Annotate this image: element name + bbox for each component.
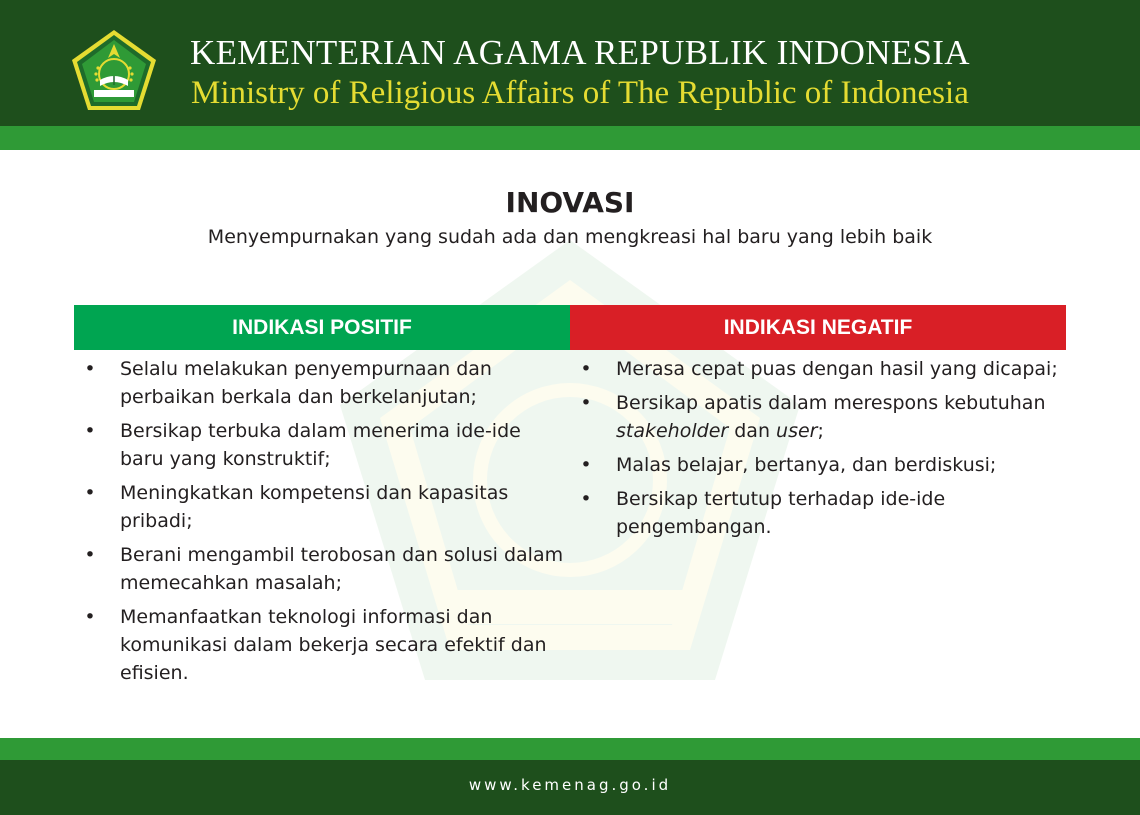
list-item — [578, 451, 1066, 479]
positive-indication-list — [82, 355, 570, 693]
list-item — [578, 355, 1066, 383]
list-item — [82, 603, 570, 687]
footer-website-link[interactable]: www.kemenag.go.id — [468, 776, 672, 794]
negative-indication-header: INDIKASI NEGATIF — [570, 305, 1066, 350]
italic-term: stakeholder — [616, 420, 729, 442]
italic-term: user — [776, 420, 818, 442]
bullet-icon: • — [84, 358, 96, 380]
negative-indication-list — [578, 355, 1066, 547]
bullet-icon: • — [580, 358, 592, 380]
text-segment: dan — [728, 420, 777, 442]
list-item-text: Memanfaatkan teknologi informasi dan komunikasi dalam bekerja secara efektif dan efisien. — [120, 606, 547, 684]
positive-indication-header: INDIKASI POSITIF — [74, 305, 570, 350]
list-item-text — [616, 454, 996, 476]
ministry-title-en: Ministry of Religious Affairs of The Republic of Indonesia — [191, 75, 969, 111]
bullet-icon: • — [580, 488, 592, 510]
bullet-icon: • — [84, 544, 96, 566]
list-item — [82, 417, 570, 473]
text-segment: Bersikap tertutup terhadap ide-ide pengembangan. — [616, 488, 946, 538]
list-item-text — [616, 358, 1058, 380]
page-subtitle: Menyempurnakan yang sudah ada dan mengkreasi hal baru yang lebih baik — [207, 226, 933, 248]
kemenag-emblem-icon — [70, 28, 158, 112]
bullet-icon: • — [84, 606, 96, 628]
page-title: INOVASI — [505, 186, 635, 219]
list-item — [82, 355, 570, 411]
text-segment: Merasa cepat puas dengan hasil yang dicapai; — [616, 358, 1058, 380]
list-item-text — [616, 488, 945, 538]
list-item-text: Selalu melakukan penyempurnaan dan perbaikan berkala dan berkelanjutan; — [120, 358, 492, 408]
bullet-icon: • — [580, 392, 592, 414]
text-segment: Malas belajar, bertanya, dan berdiskusi; — [616, 454, 997, 476]
bullet-icon: • — [84, 482, 96, 504]
bullet-icon: • — [580, 454, 592, 476]
list-item — [82, 479, 570, 535]
text-segment: Bersikap apatis dalam merespons kebutuhan — [616, 392, 1046, 414]
ministry-title-id: KEMENTERIAN AGAMA REPUBLIK INDONESIA — [190, 33, 970, 72]
text-segment: ; — [817, 420, 824, 442]
list-item — [578, 485, 1066, 541]
list-item-text: Meningkatkan kompetensi dan kapasitas pribadi; — [120, 482, 509, 532]
header-stripe — [0, 126, 1140, 150]
list-item-text — [616, 392, 1046, 442]
list-item-text: Bersikap terbuka dalam menerima ide-ide baru yang konstruktif; — [120, 420, 521, 470]
footer-stripe — [0, 738, 1140, 760]
list-item-text: Berani mengambil terobosan dan solusi dalam memecahkan masalah; — [120, 544, 564, 594]
bullet-icon: • — [84, 420, 96, 442]
list-item — [82, 541, 570, 597]
list-item — [578, 389, 1066, 445]
